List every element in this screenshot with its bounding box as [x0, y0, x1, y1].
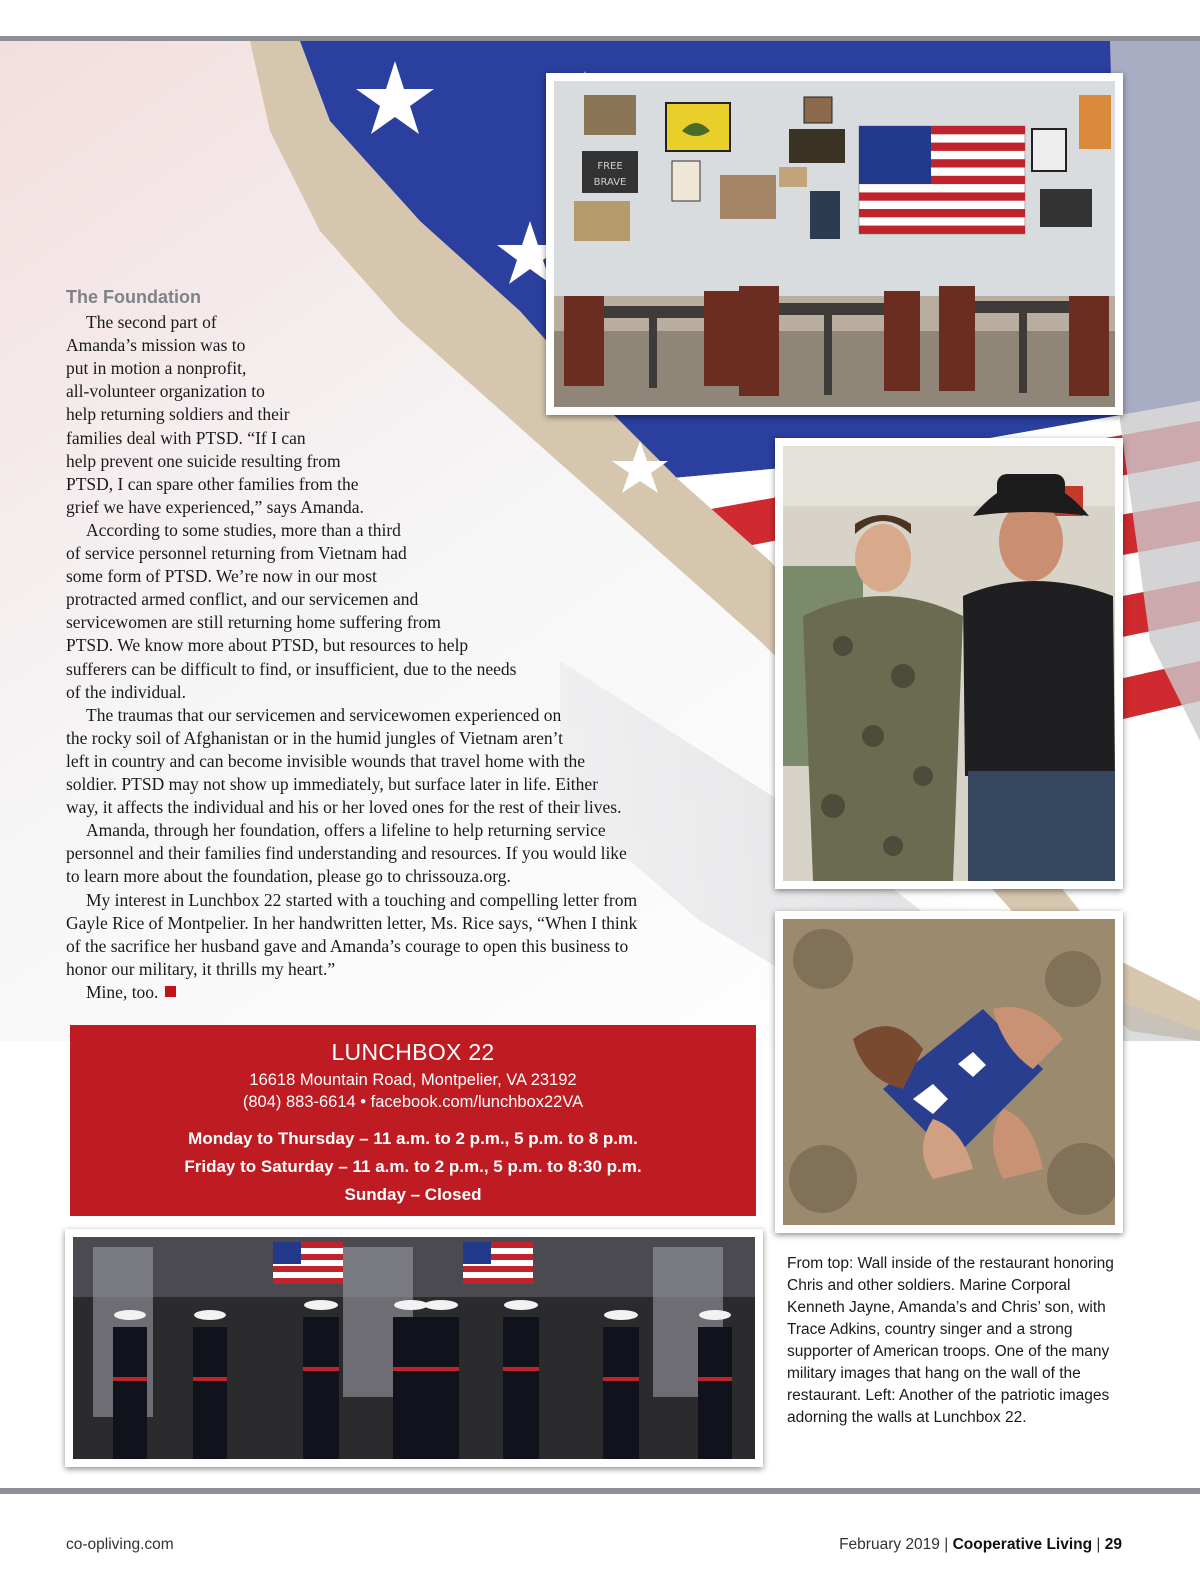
article-line: servicewomen are still returning home suffering from [66, 612, 441, 633]
marine-and-singer-image [783, 446, 1115, 881]
article-line: The second part of [86, 312, 217, 332]
article-line: to learn more about the foundation, please go to chrissouza.org. [66, 866, 511, 887]
restaurant-info-box [70, 1025, 756, 1216]
footer-separator-2: | [1096, 1536, 1101, 1553]
article-line: Amanda’s mission was to [66, 335, 246, 356]
photo-marine-and-country-singer [775, 438, 1123, 889]
article-line: all-volunteer organization to [66, 381, 265, 402]
hours-weekend: Friday to Saturday – 11 a.m. to 2 p.m., 5 p.m. to 8:30 p.m. [184, 1157, 642, 1176]
article-line: help prevent one suicide resulting from [66, 450, 341, 471]
article-line: families deal with PTSD. “If I can [66, 427, 306, 448]
photo-marines-honor-guard [65, 1229, 763, 1467]
footer-page-number: 29 [1104, 1536, 1122, 1553]
article-line: protracted armed conflict, and our servicemen and [66, 589, 419, 610]
footer-separator-1: | [944, 1536, 949, 1553]
hours-weekday: Monday to Thursday – 11 a.m. to 2 p.m., 5 p.m. to 8 p.m. [188, 1129, 638, 1148]
article-line: of the sacrifice her husband gave and Amanda’s courage to open this business to [66, 935, 629, 956]
restaurant-wall-image [554, 81, 1115, 407]
folding-flag-image [783, 919, 1115, 1225]
article-line: left in country and can become invisible wounds that travel home with the [66, 750, 586, 771]
article-line: My interest in Lunchbox 22 started with a touching and compelling letter from [86, 889, 638, 910]
article-line: the rocky soil of Afghanistan or in the humid jungles of Vietnam aren’t [66, 727, 563, 748]
footer-issue-info [839, 1536, 1122, 1554]
article-line: way, it affects the individual and his or her loved ones for the rest of their lives. [66, 797, 622, 818]
article-line: help returning soldiers and their [66, 404, 290, 425]
footer-magazine: Cooperative Living [952, 1536, 1093, 1553]
footer-website: co-opliving.com [66, 1536, 174, 1553]
article-line: Amanda, through her foundation, offers a lifeline to help returning service [86, 820, 606, 841]
article-line: of the individual. [66, 681, 187, 702]
article-line: The traumas that our servicemen and servicewomen experienced on [86, 704, 562, 725]
article-line: Mine, too. [86, 981, 159, 1002]
article-line: sufferers can be difficult to find, or insufficient, due to the needs [66, 658, 517, 679]
footer-date: February 2019 [839, 1536, 940, 1553]
article-line: PTSD. We know more about PTSD, but resources to help [66, 635, 469, 656]
photo-caption: From top: Wall inside of the restaurant honoring Chris and other soldiers. Marine Corporal Kenneth Jayne, Amanda’s and Chris’ son, with Trace Adkins, country singer and a strong supporter of American troops. One of the many military images that hang on the wall of the restaurant. Left: Another of the patriotic images adorning the walls at Lunchbox 22. [787, 1255, 1114, 1426]
article-line: soldier. PTSD may not show up immediately, but surface later in life. Either [66, 774, 599, 794]
article-line: of service personnel returning from Vietnam had [66, 543, 407, 563]
article-line: put in motion a nonprofit, [66, 358, 247, 379]
article-line: Gayle Rice of Montpelier. In her handwritten letter, Ms. Rice says, “When I think [66, 912, 638, 933]
section-heading: The Foundation [66, 287, 201, 307]
article-line: honor our military, it thrills my heart.” [66, 958, 336, 979]
honor-guard-image [73, 1237, 755, 1459]
hours-sunday: Sunday – Closed [344, 1185, 482, 1204]
restaurant-phone-web: (804) 883-6614 • facebook.com/lunchbox22VA [242, 1093, 584, 1111]
article-line: According to some studies, more than a third [86, 519, 401, 540]
photo-hands-folding-flag [775, 911, 1123, 1233]
wall-sign-text-2: BRAVE [593, 177, 627, 188]
restaurant-address: 16618 Mountain Road, Montpelier, VA 23192 [249, 1071, 577, 1089]
wall-sign-text-1: FREE [597, 161, 623, 172]
article-line: grief we have experienced,” says Amanda. [66, 496, 364, 517]
article-last-line [86, 981, 176, 1004]
restaurant-name: LUNCHBOX 22 [331, 1039, 495, 1065]
article-line: PTSD, I can spare other families from the [66, 473, 359, 494]
article-line: personnel and their families find understanding and resources. If you would like [66, 843, 627, 864]
article-end-mark [165, 986, 176, 997]
photo-restaurant-wall [546, 73, 1123, 415]
bottom-rule [0, 1488, 1200, 1494]
article-line: some form of PTSD. We’re now in our most [66, 566, 377, 587]
